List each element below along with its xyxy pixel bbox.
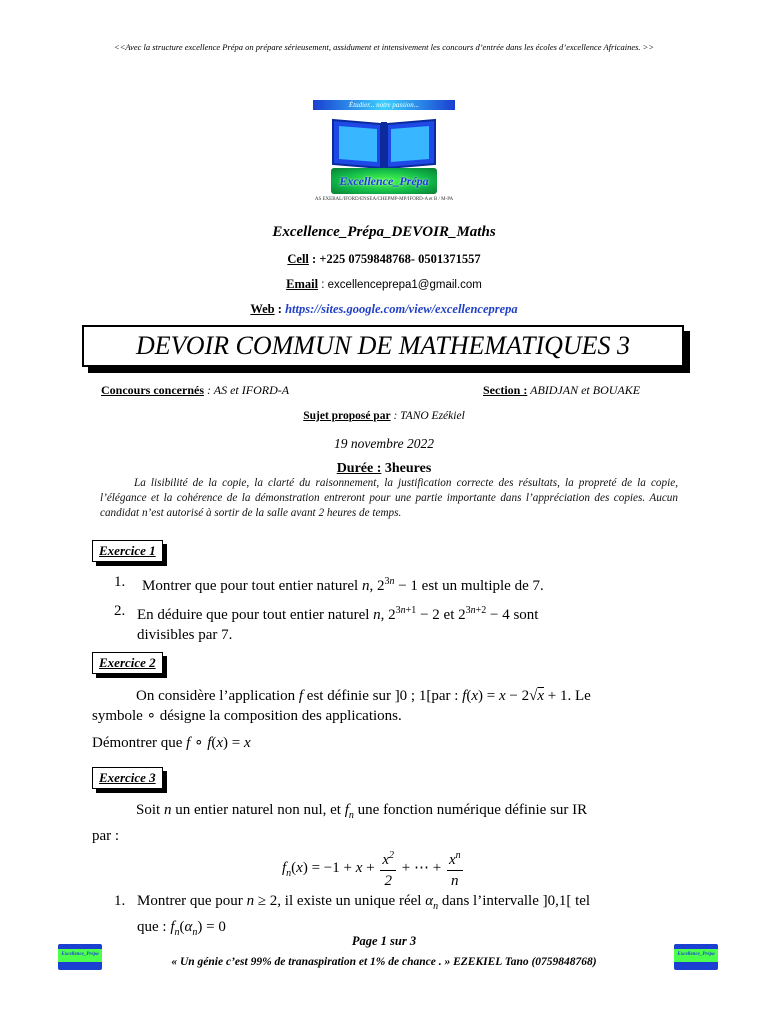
instructions-text: La lisibilité de la copie, la clarté du raisonnement, la justification correcte des résultats, la propreté de la copie, l’élégance et la cohérence de la démonstration entreront pour une partie importante dans l’appréciation des copies. Aucun candidat n’est autorisé à sortir de la salle avant 2 heures de temps. [100,477,678,519]
duree-label: Durée : [336,461,382,476]
logo-top-banner [313,100,455,110]
ex2-question: Démontrer que f ∘ f(x) = x [92,735,251,751]
web-sep: : [274,302,286,316]
logo-band [331,168,437,194]
doc-title: Excellence_Prépa_DEVOIR_Maths [272,224,496,240]
footer-logo-left-text: Excellence_Prépa [61,952,99,957]
ex2-p1: On considère l’application [136,688,296,704]
concours-label: Concours concernés [101,383,204,397]
exercise-1-title: Exercice 1 [92,540,163,562]
concours-line [101,383,289,398]
open-book-icon [329,114,439,170]
ex1-q1-num: 1. [114,574,126,590]
ex3-formula: $f_n(x) = -1 + x$ + $\frac{x^2}{2}$ + ⋯ + $\frac{x^n}{n}$ [282,846,465,891]
section-value: ABIDJAN et BOUAKE [527,383,641,397]
ex1-q1: Montrer que pour tout entier naturel n, $2^{3n} - 1$ est un multiple de 7. [142,576,544,594]
email-value: : excellenceprepa1@gmail.com [318,279,482,291]
duree-value: 3heures [381,461,432,476]
ex3-q1-end: dans l’intervalle ]0,1[ tel [441,893,591,909]
section-line [483,383,640,398]
ex1-q2-line2: divisibles par 7. [137,627,233,643]
ex2-p1-line2: symbole ∘ désigne la composition des applications. [92,708,402,724]
ex2-p1b: est définie sur ]0 ; 1[par : [306,688,459,704]
ex3-q1-text: Montrer que pour [137,893,243,909]
ex1-q2: En déduire que pour tout entier naturel n, $2^{3n+1} - 2$ et $2^{3n+2} - 4$ sont divisibles par 7. [137,605,539,643]
ex1-q2-end: sont [513,607,539,623]
ex1-q1-end: est un multiple de 7. [421,578,544,594]
ex3-paragraph: Soit n un entier naturel non nul, et $f_n$ une fonction numérique définie sur IR par : [92,802,588,844]
footer-logo-left [58,944,102,970]
ex2-p2: Démontrer que [92,735,183,751]
exam-banner [82,325,684,367]
logo-band-text: Excellence_Prépa [339,174,429,188]
email-label: Email [286,277,319,291]
cell-line [0,252,768,267]
ex3-p1-line2: par : [92,828,120,844]
instructions-paragraph [100,476,678,521]
web-link[interactable]: https://sites.google.com/view/excellenceprepa [285,302,518,316]
footer-logo-right-text: Excellence_Prépa [677,952,715,957]
web-line [0,302,768,317]
ex1-q2-text: En déduire que pour tout entier naturel [137,607,370,623]
duree-line [0,461,768,477]
ex3-q1: Montrer que pour n ≥ 2, il existe un unique réel $\alpha_n$ dans l’intervalle ]0,1[ tel que : $f_n(\alpha_n) = 0$ [137,893,591,938]
page-number: Page 1 sur 3 [351,934,417,948]
sujet-value: : TANO Ezékiel [390,410,465,422]
ex1-q1-text: Montrer que pour tout entier naturel [142,578,359,594]
exam-title: DEVOIR COMMUN DE MATHEMATIQUES 3 [135,331,631,360]
exercise-3-title: Exercice 3 [92,767,163,789]
email-line [0,277,768,292]
ex1-q2-num: 2. [114,603,126,619]
excellence-prepa-logo [313,100,455,208]
ex3-p1c: une fonction numérique définie sur IR [357,802,588,818]
ex3-q1-line2: que : [137,919,167,935]
footer-logo-right [674,944,718,970]
web-label: Web [250,302,275,316]
logo-foot-text: AS EXEBAL/IFORD/ENSEA/CHEPMP-MP/IFORD-A et B / M-PA [314,197,454,202]
ex2-paragraph: On considère l’application f est définie sur ]0 ; 1[par : f(x) = x − 2√x + 1. Le symbole ∘ désigne la composition des applications. [92,688,591,724]
sujet-line [0,410,768,422]
footer-quote: « Un génie c’est 99% de tranaspiration et 1% de chance . » EZEKIEL Tano (0759848768) [171,956,597,968]
cell-value: : +225 0759848768- 0501371557 [308,252,481,266]
exam-date: 19 novembre 2022 [334,436,434,451]
header-tagline: <<Avec la structure excellence Prépa on prépare sérieusement, assidument et intensivement les concours d’entrée dans les écoles d’excellence Africaines. >> [113,42,655,52]
sujet-label: Sujet proposé par [303,410,391,422]
ex3-q1-mid: , il existe un unique réel [277,893,422,909]
concours-value: : AS et IFORD-A [203,383,290,397]
section-label: Section : [483,383,528,397]
ex3-q1-num: 1. [114,893,126,909]
ex3-p1b: un entier naturel non nul, et [175,802,341,818]
ex1-q2-mid: et [443,607,455,623]
ex3-p1: Soit [136,802,161,818]
exercise-2-title: Exercice 2 [92,652,163,674]
logo-top-text: Étudier... notre passion... [348,101,420,109]
cell-label: Cell [287,252,309,266]
